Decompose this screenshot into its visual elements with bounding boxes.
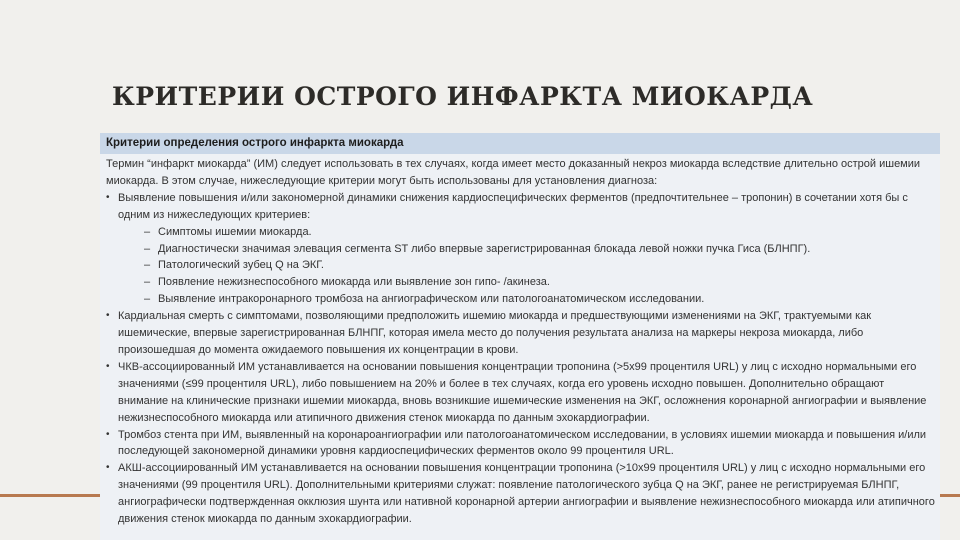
bullet-icon: • [106,310,110,322]
criteria-table [100,133,940,540]
sub-criterion-text: Появление нежизнеспособного миокарда или выявление зон гипо- /акинеза. [158,276,550,289]
dash-icon: – [144,225,151,238]
dash-icon: – [144,276,151,289]
criterion-text: Выявление повышения и/или закономерной динамики снижения кардиоспецифических ферментов (предпочтительнее – тропонин) в сочетании хотя бы с одним из нижеследующих критериев: [118,191,908,221]
sub-criterion-text: Патологический зубец Q на ЭКГ. [158,259,324,272]
accent-divider-right [940,494,960,497]
slide-title: КРИТЕРИИ ОСТРОГО ИНФАРКТА МИОКАРДА [112,82,814,111]
dash-icon: – [144,242,151,255]
sub-criterion [106,257,936,274]
intro-paragraph: Термин “инфаркт миокарда” (ИМ) следует использовать в тех случаях, когда имеет место доказанный некроз миокарда вследствие длительно острой ишемии миокарда. В этом случае, нижеследующие критерии могут быть использованы для установления диагноза: [106,158,921,187]
sub-criterion [106,241,936,258]
criterion-item [106,359,936,427]
bullet-icon: • [106,191,110,203]
sub-criterion-text: Симптомы ишемии миокарда. [158,225,312,238]
dash-icon: – [144,259,151,272]
bullet-icon: • [106,360,110,372]
criterion-item [106,190,936,224]
bullet-icon: • [106,428,110,440]
accent-divider-left [0,494,100,497]
criterion-text: Тромбоз стента при ИМ, выявленный на коронароангиографии или патологоанатомическом исследовании, в условиях ишемии миокарда и повышения и/или последующей закономерной динамики уровня кардиоспецифических ферментов около 99 процентиля URL. [118,428,927,458]
table-header: Критерии определения острого инфаркта миокарда [100,133,940,154]
sub-criterion [106,291,936,308]
sub-criterion [106,274,936,291]
criterion-text: Кардиальная смерть с симптомами, позволяющими предположить ишемию миокарда и предшествующими изменениями на ЭКГ, трактуемыми как ишемические, впервые зарегистрированная БЛНПГ, которая имела место до получения результата анализа на маркеры некроза миокарда, либо произошедшая до момента ожидаемого повышения их концентрации в крови. [118,310,872,356]
criterion-item [106,460,936,528]
criterion-item [106,427,936,461]
bullet-icon: • [106,462,110,474]
sub-criterion-text: Диагностически значимая элевация сегмента ST либо впервые зарегистрированная блокада левой ножки пучка Гиса (БЛНПГ). [158,242,811,255]
table-body [100,154,940,528]
criterion-item [106,308,936,359]
sub-criterion [106,224,936,241]
dash-icon: – [144,293,151,306]
sub-criterion-text: Выявление интракоронарного тромбоза на ангиографическом или патологоанатомическом исследовании. [158,293,705,306]
criterion-text: АКШ-ассоциированный ИМ устанавливается на основании повышения концентрации тропонина (>10х99 процентиля URL) у лиц с исходно нормальными его значениями (99 процентиля URL). Дополнительными критериями служат: появление патологического зубца Q на ЭКГ, ранее не регистрируемая БЛНПГ, ангиографически подтвержденная окклюзия шунта или нативной коронарной артерии ангиографии и выявление нежизнеспособного миокарда или атипичного движения стенок миокарда по данным эхокардиографии. [118,462,935,526]
criterion-text: ЧКВ-ассоциированный ИМ устанавливается на основании повышения концентрации тропонина (>5х99 процентиля URL) у лиц с исходно нормальными его значениями (≤99 процентиля URL), либо повышением на 20% и более в тех случаях, когда его уровень исходно повышен. Дополнительно обращают внимание на клинические признаки ишемии миокарда, вновь возникшие ишемические изменения на ЭКГ, осложнения коронарной ангиографии и выявление нежизнеспособного миокарда или атипичного движения стенок миокарда по данным эхокардиографии. [118,360,927,424]
